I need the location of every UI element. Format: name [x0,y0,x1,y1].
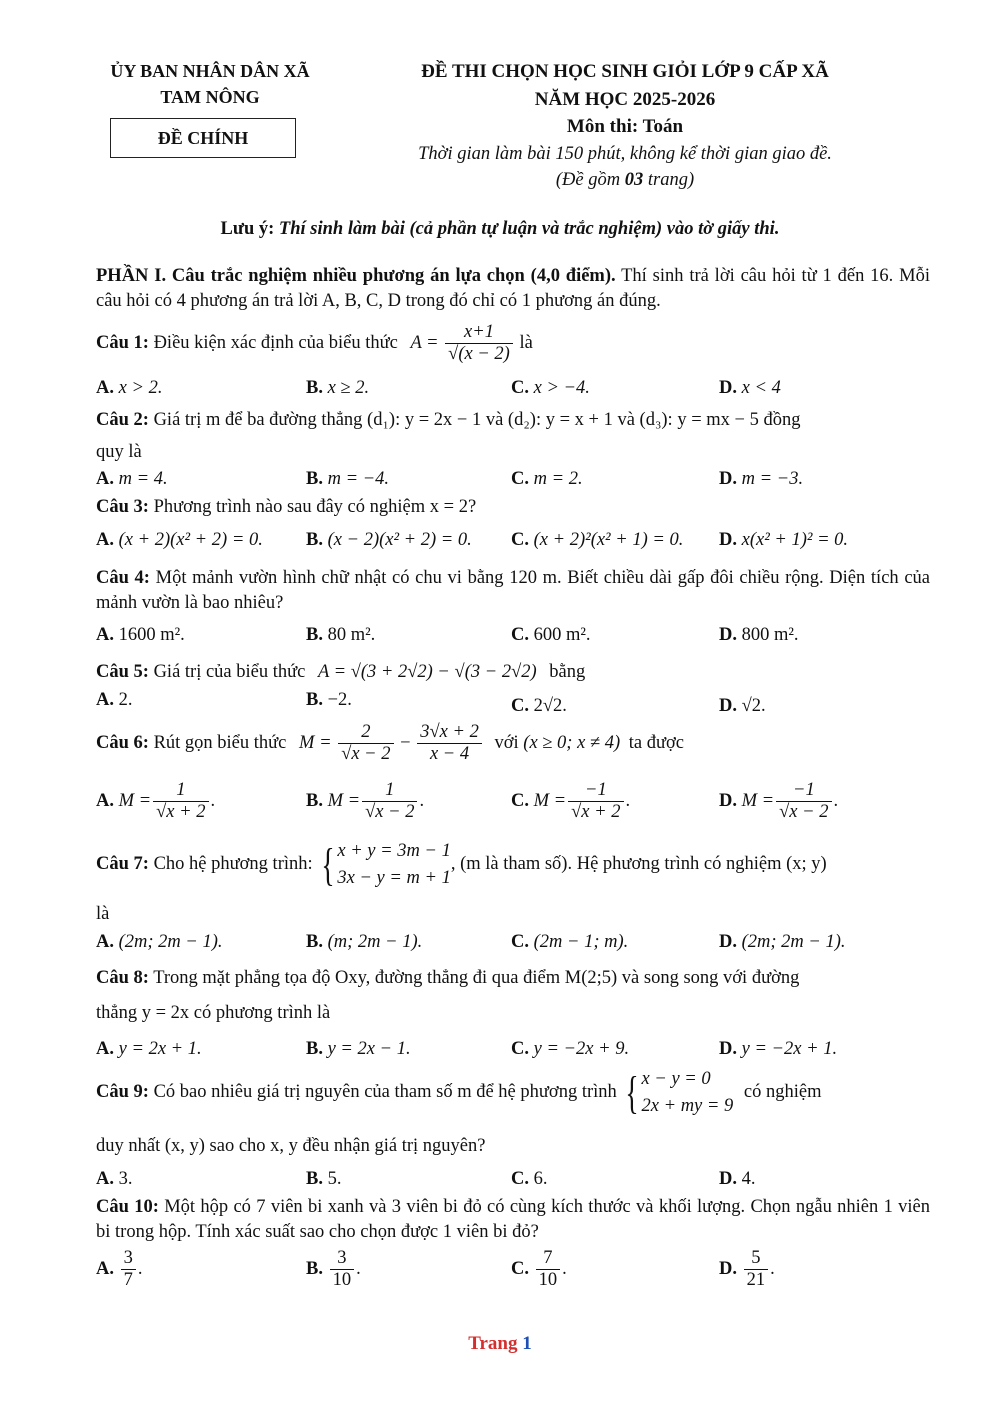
q3-option-b: B. (x − 2)(x² + 2) = 0. [306,530,472,550]
question-6: Câu 6: Rút gọn biểu thức M = $\frac{2}{√x - 2}$ − $\frac{3√x + 2}{x - 4}$ với (x ≥ 0; x ≠ 4) ta được [96,722,684,765]
q6-fraction-2: $\frac{3√x + 2}{x - 4}$ [417,722,482,766]
q7-system: x + y = 3m − 1 3x − y = m + 1 [337,841,451,888]
exam-header [360,58,890,194]
q3-option-c: C. (x + 2)²(x² + 1) = 0. [511,530,684,550]
q1-option-c: C. x > −4. [511,378,590,398]
note-text: Thí sinh làm bài (cả phần tự luận và trắc nghiệm) vào tờ giấy thi. [274,219,780,239]
q7-option-a: A. (2m; 2m − 1). [96,932,223,952]
q9-option-a: A. 3. [96,1169,133,1189]
q2-option-a: A. m = 4. [96,469,168,489]
page-footer [0,1331,1000,1357]
part1-title: PHẦN I. Câu trắc nghiệm nhiều phương án lựa chọn (4,0 điểm). [96,266,616,286]
page-number: 1 [522,1333,532,1354]
page-word: Trang [468,1333,518,1354]
q8-option-a: A. y = 2x + 1. [96,1039,202,1059]
q4-option-d: D. 800 m². [719,625,799,645]
q4-option-b: B. 80 m². [306,625,376,645]
q8-option-b: B. y = 2x − 1. [306,1039,411,1059]
q6-fraction-1: $\frac{2}{√x - 2}$ [338,722,393,766]
question-7-cont: là [96,904,110,924]
question-9: Câu 9: Có bao nhiêu giá trị nguyên của tham số m để hệ phương trình { x − y = 0 2x + my = 9 có nghiệm [96,1066,822,1118]
system-brace: { [625,1066,640,1118]
duration: Thời gian làm bài 150 phút, không kể thời gian giao đề. [418,143,832,164]
q3-option-d: D. x(x² + 1)² = 0. [719,530,849,550]
q4-option-a: A. 1600 m². [96,625,185,645]
q9-option-b: B. 5. [306,1169,342,1189]
q9-system: x − y = 0 2x + my = 9 [641,1069,734,1116]
question-4: Câu 4: Một mảnh vườn hình chữ nhật có chu vi bằng 120 m. Biết chiều dài gấp đôi chiều rộng. Diện tích của mảnh vườn là bao nhiêu? [96,568,930,613]
q6-option-a: A. M = $\frac{1}{√x + 2}$ . [96,780,216,823]
q1-option-b: B. x ≥ 2. [306,378,370,398]
q2-option-d: D. m = −3. [719,469,804,489]
part1-text: Thí sinh trả lời câu hỏi từ 1 đến 16. Mỗi câu hỏi có 4 phương án trả lời A, B, C, D trong đó chỉ có 1 phương án đúng. [96,266,930,311]
issuer-line-2: TAM NÔNG [160,87,260,108]
q10-option-c: C. $\frac{7}{10}$ . [511,1248,567,1291]
q2-option-b: B. m = −4. [306,469,390,489]
q1-fraction: $\frac{x+1}{√(x - 2)}$ [445,322,513,366]
q5-option-d: D. √2. [719,696,766,716]
q7-option-b: B. (m; 2m − 1). [306,932,423,952]
note [60,217,940,242]
q6-option-b: B. M = $\frac{1}{√x - 2}$ . [306,780,425,823]
q1-option-a: A. x > 2. [96,378,163,398]
question-5: Câu 5: Giá trị của biểu thức A = √(3 + 2√2) − √(3 − 2√2) bằng [96,662,586,682]
q6-option-c: C. M = $\frac{-1}{√x + 2}$ . [511,780,631,823]
q10-option-d: D. $\frac{5}{21}$ . [719,1248,775,1291]
issuer-line-1: ỦY BAN NHÂN DÂN XÃ [110,61,310,81]
q10-option-a: A. $\frac{3}{7}$ . [96,1248,143,1291]
q5-option-b: B. −2. [306,690,352,710]
q4-option-c: C. 600 m². [511,625,591,645]
exam-title: ĐỀ THI CHỌN HỌC SINH GIỎI LỚP 9 CẤP XÃ [421,61,829,82]
question-3: Câu 3: Phương trình nào sau đây có nghiệm x = 2? [96,497,477,517]
page-count: (Đề gồm 03 trang) [555,170,695,191]
q9-option-c: C. 6. [511,1169,548,1189]
q1-option-d: D. x < 4 [719,378,781,398]
official-label-box: ĐỀ CHÍNH [110,118,296,158]
q8-option-d: D. y = −2x + 1. [719,1039,838,1059]
question-9-cont: duy nhất (x, y) sao cho x, y đều nhận giá trị nguyên? [96,1136,486,1156]
question-8: Câu 8: Trong mặt phẳng tọa độ Oxy, đường thẳng đi qua điểm M(2;5) và song song với đường [96,968,800,988]
q6-option-d: D. M = $\frac{-1}{√x - 2}$ . [719,780,839,823]
q2-option-c: C. m = 2. [511,469,583,489]
q5-option-c: C. 2√2. [511,696,567,716]
school-year: NĂM HỌC 2025-2026 [534,88,716,110]
question-10: Câu 10: Một hộp có 7 viên bi xanh và 3 viên bi đỏ có cùng kích thước và khối lượng. Chọn ngẫu nhiên 1 viên bi trong hộp. Tính xác suất sao cho chọn được 1 viên bi đỏ? [96,1197,930,1242]
question-8-cont: thẳng y = 2x có phương trình là [96,1003,331,1023]
q9-option-d: D. 4. [719,1169,756,1189]
q3-option-a: A. (x + 2)(x² + 2) = 0. [96,530,263,550]
q7-option-c: C. (2m − 1; m). [511,932,629,952]
note-label: Lưu ý: [220,219,275,239]
q10-option-b: B. $\frac{3}{10}$ . [306,1248,361,1291]
q8-option-c: C. y = −2x + 9. [511,1039,630,1059]
question-1: Câu 1: Điều kiện xác định của biểu thức A = $\frac{x+1}{√(x - 2)}$ là [96,322,533,365]
question-7: Câu 7: Cho hệ phương trình: { x + y = 3m − 1 3x − y = m + 1 , (m là tham số). Hệ phương trình có nghiệm (x; y) [96,838,827,890]
part1-intro [96,264,930,314]
issuer-block [80,58,340,110]
q7-option-d: D. (2m; 2m − 1). [719,932,846,952]
subject: Môn thi: Toán [566,116,684,138]
question-2-cont: quy là [96,442,142,462]
system-brace: { [321,838,335,890]
q5-option-a: A. 2. [96,690,133,710]
question-2: Câu 2: Giá trị m để ba đường thẳng (d₁): y = 2x − 1 và (d₂): y = x + 1 và (d₃): y = mx − 5 đồng [96,410,801,430]
